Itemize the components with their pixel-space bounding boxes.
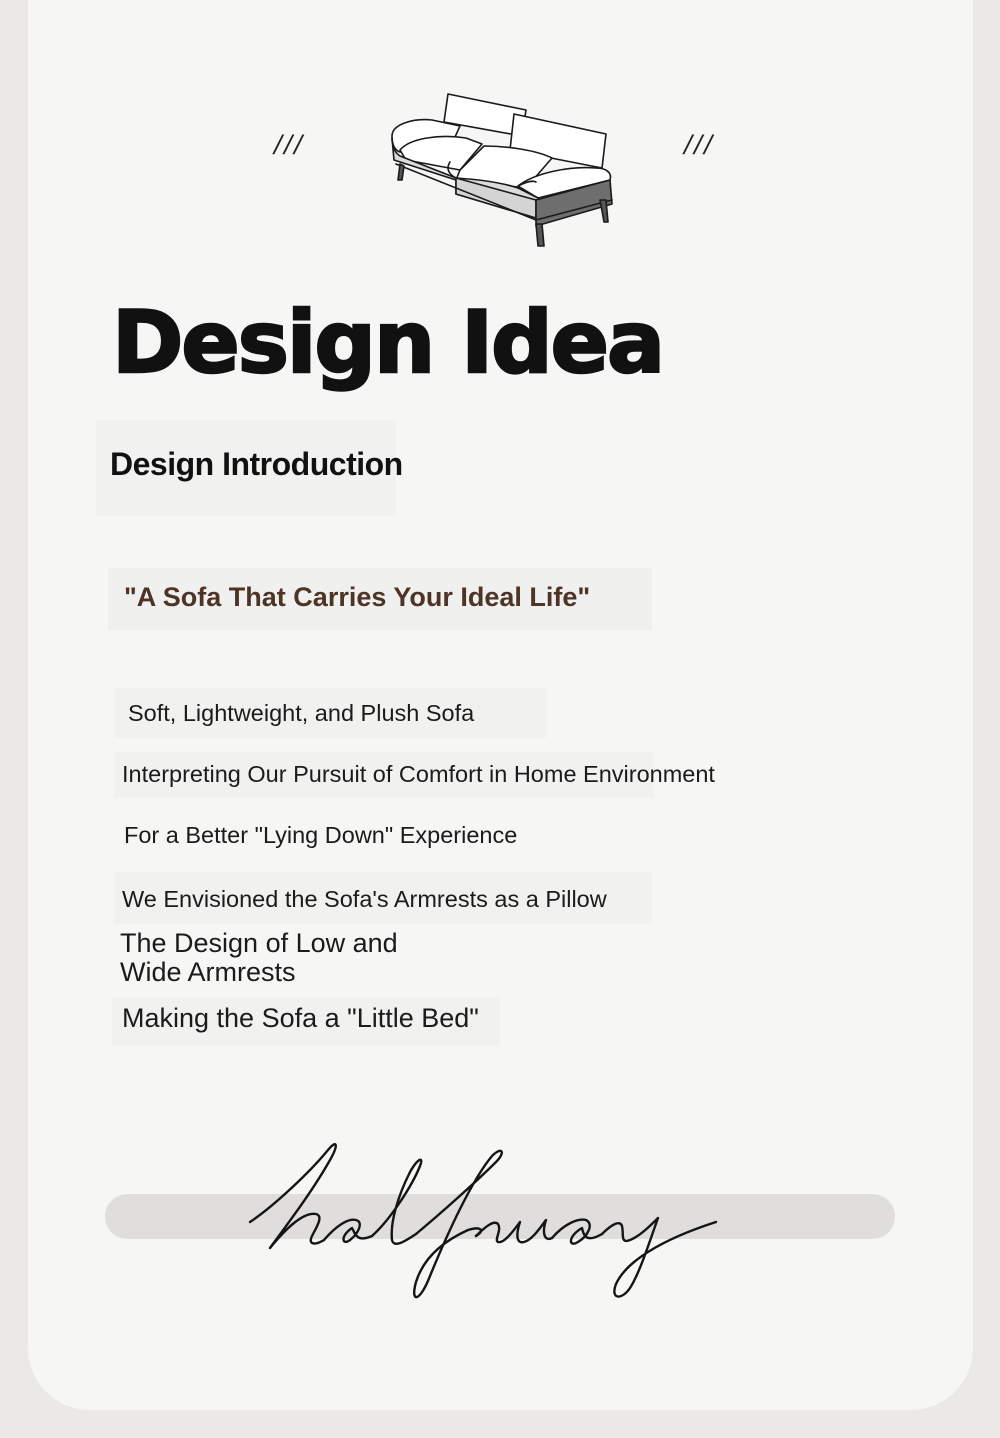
description-line: For a Better "Lying Down" Experience xyxy=(124,822,518,848)
tagline-quote: "A Sofa That Carries Your Ideal Life" xyxy=(124,582,591,612)
brand-logo xyxy=(240,1136,730,1306)
description-line: The Design of Low and xyxy=(120,928,398,958)
section-subtitle: Design Introduction xyxy=(110,446,403,482)
decorative-slashes-left: /// xyxy=(274,130,305,158)
page-title: Design Idea xyxy=(112,293,664,393)
decorative-slashes-right: /// xyxy=(684,130,715,158)
description-line: Making the Sofa a "Little Bed" xyxy=(122,1003,479,1033)
description-line: Wide Armrests xyxy=(120,957,296,987)
sofa-illustration-icon xyxy=(386,88,618,252)
description-line: We Envisioned the Sofa's Armrests as a Pillow xyxy=(122,886,607,912)
description-line: Interpreting Our Pursuit of Comfort in Home Environment xyxy=(122,761,715,787)
description-line: Soft, Lightweight, and Plush Sofa xyxy=(128,700,475,726)
